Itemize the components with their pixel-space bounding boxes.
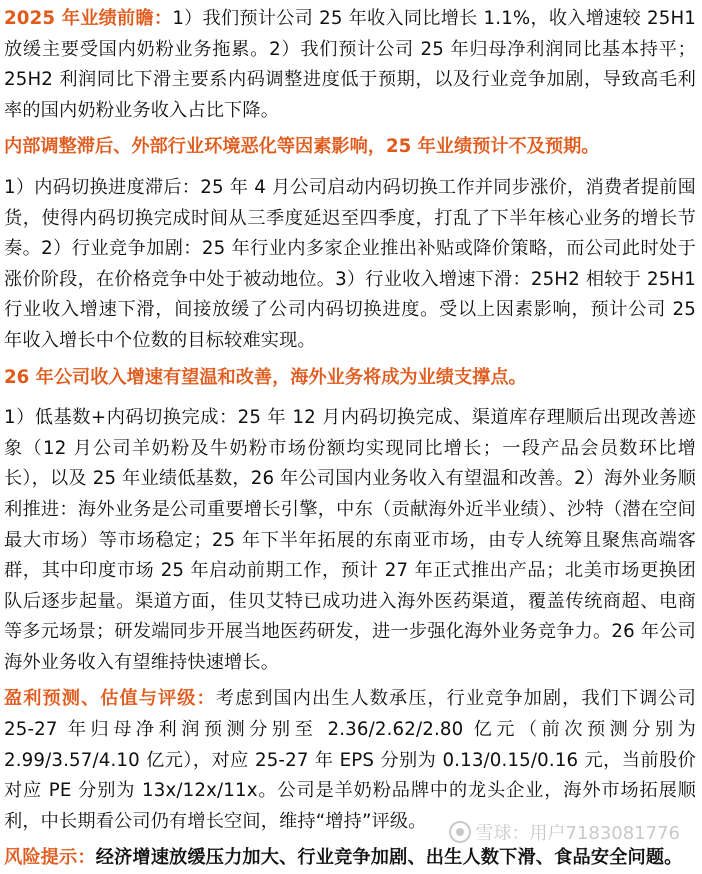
- 2026-outlook-paragraph: 1）低基数+内码切换完成：25 年 12 月内码切换完成、渠道库存理顺后出现改善迹象（12 月公司羊奶粉及牛奶粉市场份额均实现同比增长；一段产品会员数环比增长），以及 25 年业绩低基数，26 年公司国内业务收入有望温和改善。2）海外业务顺利推进：海外业务是公司重要增长引擎，中东（贡献海外近半业绩）、沙特（潜在空间最大市场）等市场稳定；25 年下半年拓展的东南亚市场，由专人统筹且聚焦高端客群，其中印度市场 25 年启动前期工作，预计 27 年正式推出产品；北美市场更换团队后逐步起量。渠道方面，佳贝艾特已成功进入海外医药渠道，覆盖传统商超、电商等多元场景；研发端同步开展当地医药研发，进一步强化海外业务竞争力。26 年公司海外业务收入有望维持快速增长。: [4, 407, 696, 673]
- outlook-paragraph: [4, 4, 696, 126]
- section-heading-internal-adjustment: 内部调整滞后、外部行业环境恶化等因素影响，25 年业绩预计不及预期。: [4, 136, 600, 158]
- outlook-lead: 2025 年业绩前瞻：: [4, 8, 173, 29]
- risk-body: 经济增速放缓压力加大、行业竞争加剧、出生人数下滑、食品安全问题。: [95, 847, 683, 869]
- forecast-paragraph: [4, 684, 696, 837]
- outlook-body: 1）我们预计公司 25 年收入同比增长 1.1%，收入增速较 25H1 放缓主要受国内奶粉业务拖累。2）我们预计公司 25 年归母净利润同比基本持平；25H2 利润同比下滑主要系内码调整进度低于预期，以及行业竞争加剧，导致高毛利率的国内奶粉业务收入占比下降。: [4, 8, 696, 121]
- watermark-text: 雪球：用户7183081776: [475, 823, 680, 844]
- risk-paragraph: [4, 843, 696, 874]
- risk-lead: 风险提示：: [4, 847, 96, 869]
- report-page: [4, 4, 696, 874]
- forecast-lead: 盈利预测、估值与评级：: [4, 688, 216, 710]
- forecast-body: 考虑到国内出生人数承压，行业竞争加剧，我们下调公司 25-27 年归母净利润预测分别至 2.36/2.62/2.80 亿元（前次预测分别为 2.99/3.57/4.10 亿元），对应 25-27 年 EPS 分别为 0.13/0.15/0.16 元，当前股价对应 PE 分别为 13x/12x/11x。公司是羊奶粉品牌中的龙头企业，海外市场拓展顺利，中长期看公司仍有增长空间，维持“增持”评级。: [4, 688, 696, 832]
- section-heading-2026-outlook: 26 年公司收入增速有望温和改善，海外业务将成为业绩支撑点。: [4, 366, 527, 388]
- internal-adjustment-paragraph: 1）内码切换进度滞后：25 年 4 月公司启动内码切换工作并同步涨价，消费者提前囤货，使得内码切换完成时间从三季度延迟至四季度，打乱了下半年核心业务的增长节奏。2）行业竞争加剧：25 年行业内多家企业推出补贴或降价策略，而公司此时处于涨价阶段，在价格竞争中处于被动地位。3）行业收入增速下滑：25H2 相较于 25H1 行业收入增速下滑，间接放缓了公司内码切换进度。受以上因素影响，预计公司 25 年收入增长中个位数的目标较难实现。: [4, 176, 696, 351]
